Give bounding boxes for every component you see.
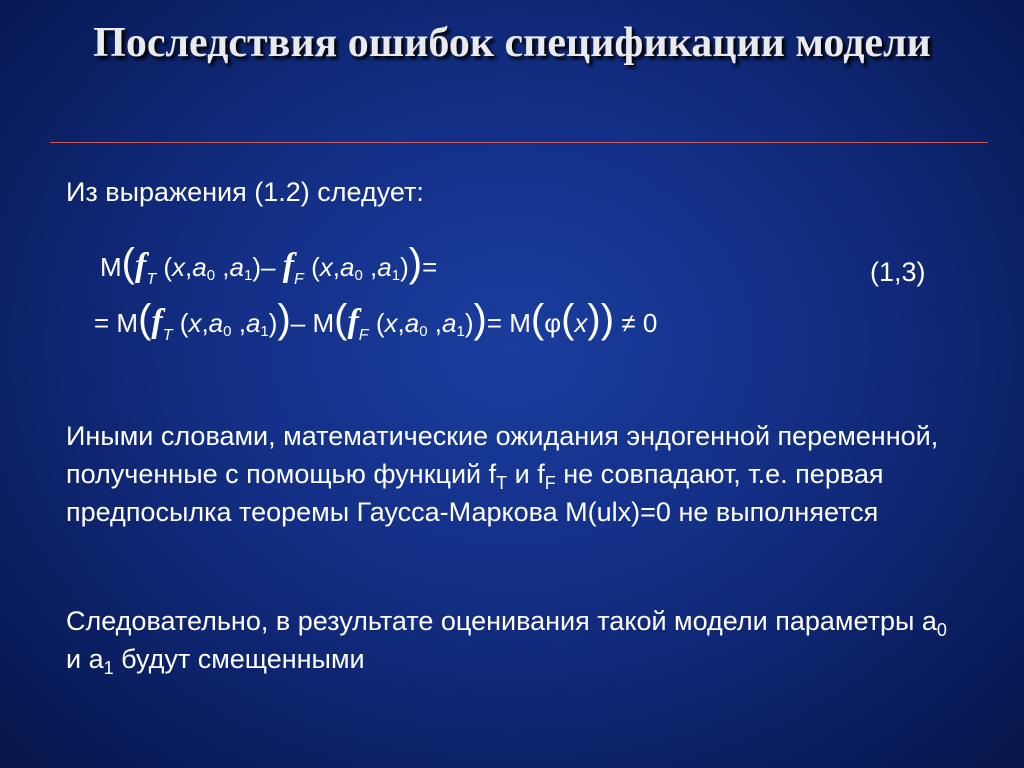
slide-title: Последствия ошибок спецификации модели [93, 20, 931, 66]
formula-sub-0: 0 [419, 323, 428, 340]
paren: ( [163, 252, 173, 282]
formula-M: M [116, 308, 139, 338]
formula-comma: , [222, 252, 230, 282]
formula-x: x [172, 252, 186, 282]
formula-equals: = [422, 252, 438, 282]
formula-comma: , [370, 252, 378, 282]
paren: ) [400, 252, 409, 282]
formula-phi: φ [544, 308, 562, 338]
paragraph-text: будут смещенными [113, 644, 365, 674]
formula-sub-1: 1 [244, 267, 253, 284]
formula-sub-F: F [358, 327, 369, 344]
paren: ) [587, 297, 601, 341]
subscript-0: 0 [936, 620, 947, 640]
paragraph-text: не совпадают, т.е. первая предпосылка теоремы Гаусса-Маркова M(ulx)=0 не выполняется [66, 459, 884, 527]
title-divider [50, 142, 988, 143]
formula-comma: , [397, 308, 405, 338]
formula-sub-T: T [162, 327, 173, 344]
formula-sub-0: 0 [354, 267, 363, 284]
formula-a: a [192, 252, 207, 282]
formula-a: a [208, 308, 224, 338]
paren: ) [473, 297, 487, 341]
paren: ( [530, 297, 545, 341]
subscript-F: F [544, 473, 556, 493]
paren: ) [252, 252, 262, 282]
paragraph-text: Следовательно, в результате оценивания такой модели параметры a [66, 606, 937, 636]
formula-sub-1: 1 [391, 267, 401, 284]
formula-f: f [135, 247, 147, 284]
paragraph-text: и a [66, 644, 104, 674]
paren: ) [408, 241, 423, 285]
formula-equals: = [486, 308, 502, 338]
intro-text: Из выражения (1.2) следует: [66, 177, 424, 207]
paragraph-text: и f [507, 459, 545, 489]
formula-f: f [151, 303, 163, 340]
formula-f: f [347, 303, 359, 340]
formula-equals: = [94, 308, 110, 338]
paren: ( [138, 297, 152, 341]
formula-line-2 [94, 291, 657, 347]
paragraph-text: Иными словами, математические ожидания эндогенной переменной, полученные с помощью функций f [66, 421, 939, 489]
formula-a: a [339, 252, 355, 282]
formula-f: f [282, 247, 295, 284]
subscript-1: 1 [103, 658, 114, 678]
formula-sub-0: 0 [206, 267, 216, 284]
equation-number: (1,3) [870, 257, 926, 287]
formula-sub-F: F [294, 271, 304, 288]
formula-1-3 [94, 235, 663, 347]
formula-a: a [245, 308, 261, 338]
paragraph-conclusion [66, 417, 966, 531]
paren: ) [464, 308, 474, 338]
formula-x: x [188, 308, 202, 338]
formula-a: a [404, 308, 420, 338]
formula-neq: ≠ [621, 308, 636, 338]
formula-M: M [312, 308, 335, 338]
formula-a: a [377, 252, 392, 282]
formula-minus: – [261, 252, 276, 282]
formula-comma: , [238, 308, 246, 338]
formula-a: a [229, 252, 244, 282]
paren: ( [334, 297, 348, 341]
paren: ) [600, 297, 615, 341]
formula-minus: – [290, 308, 306, 338]
formula-zero: 0 [642, 308, 658, 338]
subscript-T: T [496, 473, 508, 493]
paren: ) [268, 308, 278, 338]
formula-sub-0: 0 [223, 323, 232, 340]
formula-comma: , [201, 308, 209, 338]
formula-comma: , [332, 252, 340, 282]
formula-sub-1: 1 [260, 323, 269, 340]
paragraph-consequence [66, 602, 966, 678]
formula-x: x [574, 308, 588, 338]
formula-x: x [319, 252, 333, 282]
paren: ( [179, 308, 189, 338]
formula-M: M [509, 308, 531, 338]
formula-a: a [442, 308, 457, 338]
paren: ( [311, 252, 320, 282]
formula-M: M [100, 252, 122, 282]
paren: ( [121, 241, 135, 285]
formula-line-1 [100, 235, 663, 291]
formula-sub-T: T [146, 271, 157, 288]
formula-sub-1: 1 [456, 323, 465, 340]
paren: ) [277, 297, 291, 341]
formula-x: x [384, 308, 398, 338]
paren: ( [375, 308, 385, 338]
paren: ( [561, 297, 575, 341]
formula-comma: , [434, 308, 442, 338]
formula-comma: , [185, 252, 193, 282]
